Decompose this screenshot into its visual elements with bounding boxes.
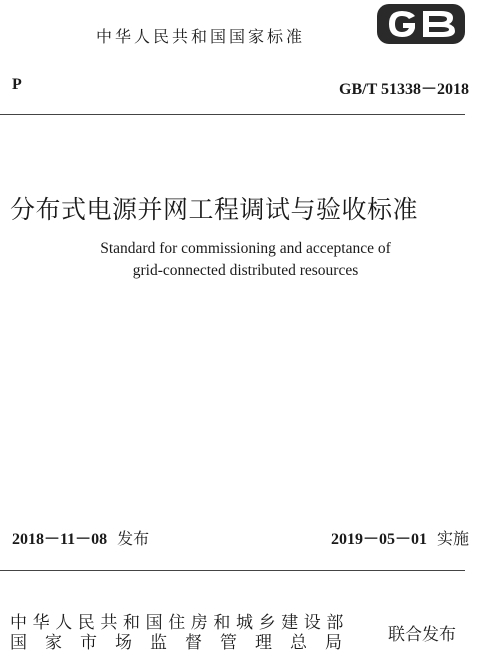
implement-date-block <box>331 526 469 549</box>
title-english-line-2: grid-connected distributed resources <box>132 262 359 279</box>
standard-number: GB/T 51338－2018 <box>339 81 469 98</box>
issuer-administration: 国家市场监督管理总局 <box>10 633 360 653</box>
issue-date: 2018－11－08 <box>12 531 108 548</box>
classification-code: P <box>12 76 22 93</box>
title-chinese: 分布式电源并网工程调试与验收标准 <box>10 195 419 224</box>
issue-date-block <box>12 526 149 549</box>
issuer-ministry: 中华人民共和国住房和城乡建设部 <box>10 613 349 633</box>
implement-label: 实施 <box>436 529 469 548</box>
title-english-line-1: Standard for commissioning and acceptance of <box>100 240 391 257</box>
implement-date: 2019－05－01 <box>330 531 427 548</box>
standard-category-label: 中华人民共和国国家标准 <box>96 27 306 46</box>
header-divider <box>0 114 465 115</box>
gb-logo-icon <box>375 2 467 46</box>
joint-issue-label: 联合发布 <box>388 625 456 645</box>
issue-label: 发布 <box>117 529 150 548</box>
title-english <box>0 238 491 282</box>
footer-divider <box>0 570 465 571</box>
